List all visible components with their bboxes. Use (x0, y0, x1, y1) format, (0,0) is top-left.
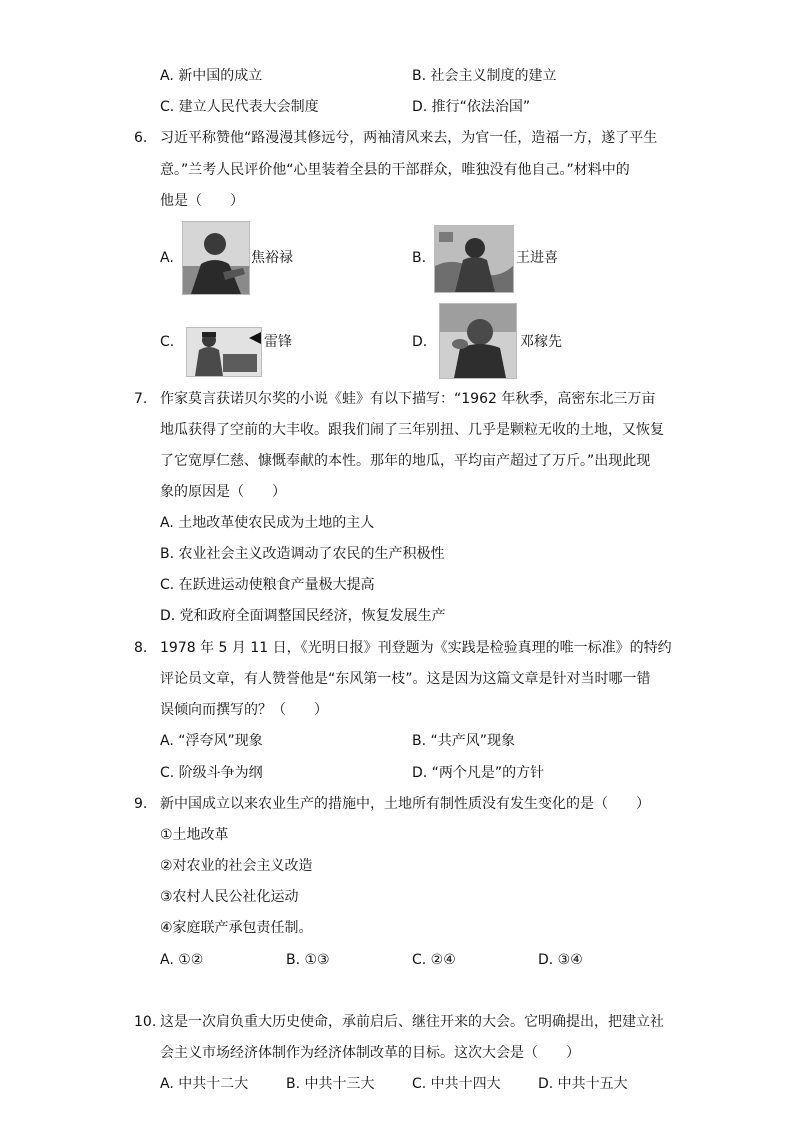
q6-option-d-text: 邓稼先 (520, 334, 562, 350)
q8-option-a: A. “浮夸风”现象 (160, 733, 263, 749)
q9-option-a: A. ①② (160, 952, 204, 968)
q6-option-a-photo (182, 221, 250, 295)
q6-number: 6. (134, 130, 148, 146)
q10-option-a: A. 中共十二大 (160, 1076, 249, 1092)
q5-option-d: D. 推行“依法治国” (412, 99, 531, 115)
q6-stem-line-3: 他是（ ） (160, 193, 244, 209)
q9-option-c: C. ②④ (412, 952, 456, 968)
q6-option-b-letter: B. (412, 250, 427, 266)
q10-number: 10. (134, 1014, 157, 1030)
q6-stem-line-2: 意。”兰考人民评价他“心里装着全县的干部群众，唯独没有他自己。”材料中的 (160, 162, 630, 178)
q5-option-b: B. 社会主义制度的建立 (412, 68, 557, 84)
q10-option-d: D. 中共十五大 (538, 1076, 628, 1092)
q7-stem-line-4: 象的原因是（ ） (160, 484, 286, 500)
q6-option-a-text: 焦裕禄 (251, 250, 293, 266)
q6-option-d-letter: D. (412, 334, 428, 350)
q10-stem-line-2: 会主义市场经济体制作为经济体制改革的目标。这次大会是（ ） (160, 1045, 580, 1061)
q9-item-2: ②对农业的社会主义改造 (160, 858, 313, 874)
q10-stem-line-1: 这是一次肩负重大历史使命，承前启后、继往开来的大会。它明确提出，把建立社 (160, 1014, 664, 1030)
q9-option-b: B. ①③ (286, 952, 330, 968)
q8-option-c: C. 阶级斗争为纲 (160, 765, 263, 781)
q7-option-d: D. 党和政府全面调整国民经济，恢复发展生产 (160, 608, 446, 624)
q8-stem-line-3: 误倾向而撰写的？（ ） (160, 702, 328, 718)
q6-stem-line-1: 习近平称赞他“路漫漫其修远兮，两袖清风来去，为官一任，造福一方，遂了平生 (160, 130, 658, 146)
q10-option-b: B. 中共十三大 (286, 1076, 375, 1092)
q8-stem-line-1: 1978 年 5 月 11 日，《光明日报》刊登题为《实践是检验真理的唯一标准》的特约 (160, 640, 672, 656)
q7-option-c: C. 在跃进运动使粮食产量极大提高 (160, 577, 375, 593)
q7-stem-line-2: 地瓜获得了空前的大丰收。跟我们闹了三年别扭、几乎是颗粒无收的土地，又恢复 (160, 422, 664, 438)
q10-option-c: C. 中共十四大 (412, 1076, 501, 1092)
q9-number: 9. (134, 796, 148, 812)
q8-number: 8. (134, 640, 148, 656)
q6-option-d-photo (439, 303, 517, 379)
q5-option-c: C. 建立人民代表大会制度 (160, 99, 319, 115)
q5-option-a: A. 新中国的成立 (160, 68, 263, 84)
q9-item-1: ①土地改革 (160, 827, 229, 843)
q7-number: 7. (134, 391, 148, 407)
q6-option-c-text: 雷锋 (264, 334, 292, 350)
q6-option-c-photo (186, 327, 262, 377)
q9-item-4: ④家庭联产承包责任制。 (160, 920, 313, 936)
q8-option-d: D. “两个凡是”的方针 (412, 765, 545, 781)
q9-option-d: D. ③④ (538, 952, 583, 968)
q7-option-a: A. 土地改革使农民成为土地的主人 (160, 515, 375, 531)
q9-stem-line-1: 新中国成立以来农业生产的措施中，土地所有制性质没有发生变化的是（ ） (160, 796, 650, 812)
q8-option-b: B. “共产风”现象 (412, 733, 516, 749)
q7-option-b: B. 农业社会主义改造调动了农民的生产积极性 (160, 546, 445, 562)
q7-stem-line-1: 作家莫言获诺贝尔奖的小说《蛙》有以下描写：“1962 年秋季，高密东北三万亩 (160, 391, 656, 407)
q9-item-3: ③农村人民公社化运动 (160, 889, 299, 905)
q7-stem-line-3: 了它宽厚仁慈、慷慨奉献的本性。那年的地瓜，平均亩产超过了万斤。”出现此现 (160, 453, 651, 469)
q8-stem-line-2: 评论员文章，有人赞誉他是“东风第一枝”。这是因为这篇文章是针对当时哪一错 (160, 671, 651, 687)
q6-option-c-letter: C. (160, 334, 175, 350)
q6-option-b-text: 王进喜 (516, 250, 558, 266)
q6-option-a-letter: A. (160, 250, 174, 266)
q6-option-b-photo (434, 225, 514, 293)
